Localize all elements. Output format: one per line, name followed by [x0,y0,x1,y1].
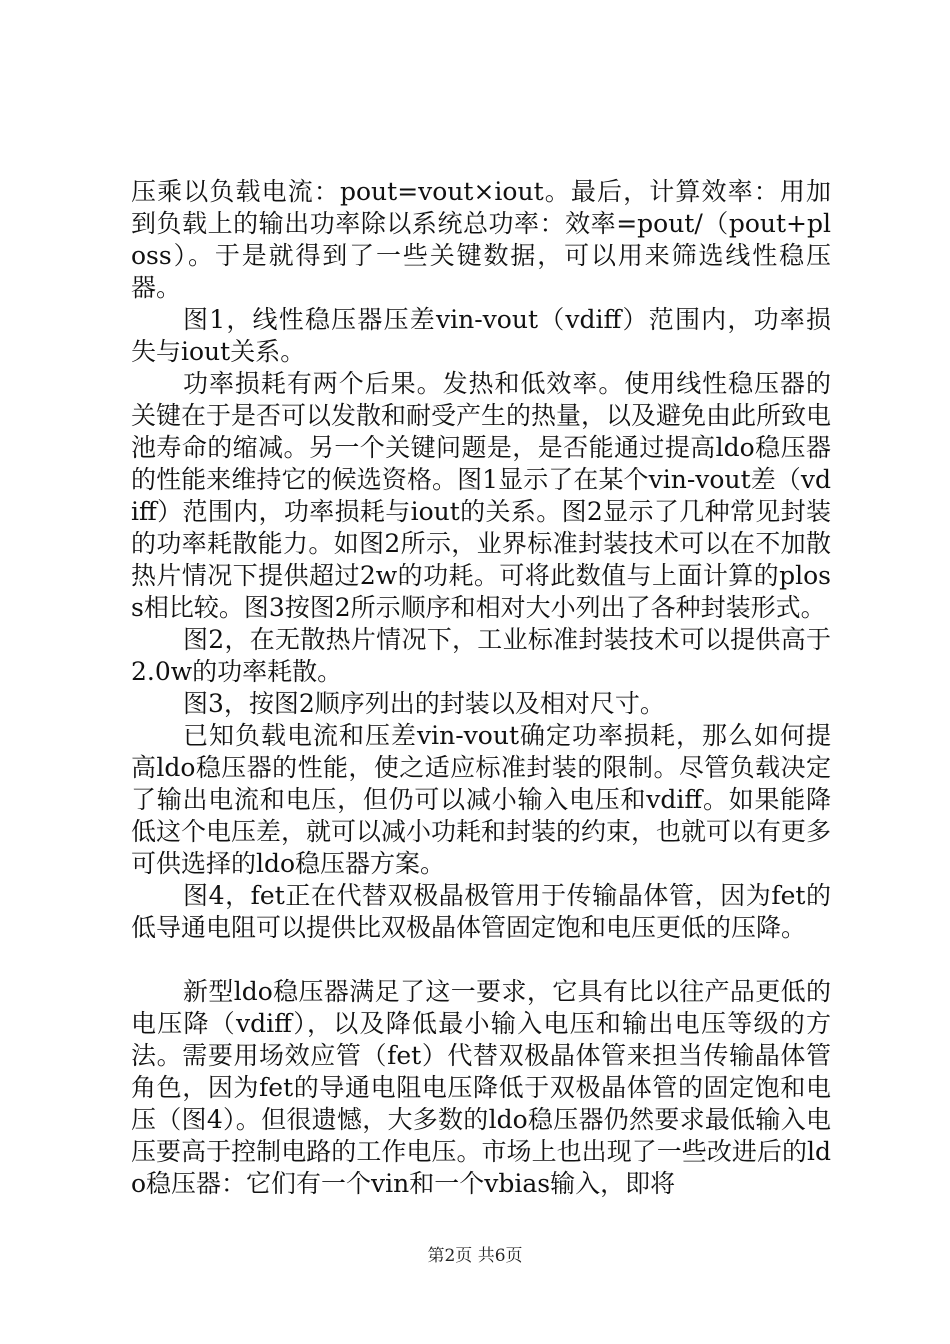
paragraph: 新型ldo稳压器满足了这一要求，它具有比以往产品更低的电压降（vdiff），以及降低最小输入电压和输出电压等级的方法。需要用场效应管（fet）代替双极晶体管来担当传输晶体管角色，因为fet的导通电阻电压降低于双极晶体管的固定饱和电压（图4）。但很遗憾，大多数的ldo稳压器仍然要求最低输入电压要高于控制电路的工作电压。市场上也出现了一些改进后的ldo稳压器：它们有一个vin和一个vbias输入，即将 [131,977,831,1198]
body-text [131,176,831,1200]
figure-caption: 图2，在无散热片情况下，工业标准封装技术可以提供高于2.0w的功率耗散。 [131,625,831,686]
figure-caption: 图4，fet正在代替双极晶极管用于传输晶体管，因为fet的低导通电阻可以提供比双极晶体管固定饱和电压更低的压降。 [131,881,831,942]
page-number: 第2页 共6页 [427,1246,523,1266]
figure-caption: 图3，按图2顺序列出的封装以及相对尺寸。 [183,689,665,718]
paragraph: 已知负载电流和压差vin-vout确定功率损耗，那么如何提高ldo稳压器的性能，使之适应标准封装的限制。尽管负载决定了输出电流和电压，但仍可以减小输入电压和vdiff。如果能降低这个电压差，就可以减小功耗和封装的约束，也就可以有更多可供选择的ldo稳压器方案。 [131,721,832,878]
paragraph: 功率损耗有两个后果。发热和低效率。使用线性稳压器的关键在于是否可以发散和耐受产生的热量，以及避免由此所致电池寿命的缩减。另一个关键问题是，是否能通过提高ldo稳压器的性能来维持它的候选资格。图1显示了在某个vin-vout差（vdiff）范围内，功率损耗与iout的关系。图2显示了几种常见封装的功率耗散能力。如图2所示，业界标准封装技术可以在不加散热片情况下提供超过2w的功耗。可将此数值与上面计算的ploss相比较。图3按图2所示顺序和相对大小列出了各种封装形式。 [131,369,832,622]
paragraph-spacer [131,944,831,976]
paragraph: 压乘以负载电流：pout=vout×iout。最后，计算效率：用加到负载上的输出功率除以系统总功率：效率=pout/（pout+ploss）。于是就得到了一些关键数据，可以用来筛选线性稳压器。 [131,177,831,302]
figure-caption: 图1，线性稳压器压差vin-vout（vdiff）范围内，功率损失与iout关系。 [131,305,831,366]
